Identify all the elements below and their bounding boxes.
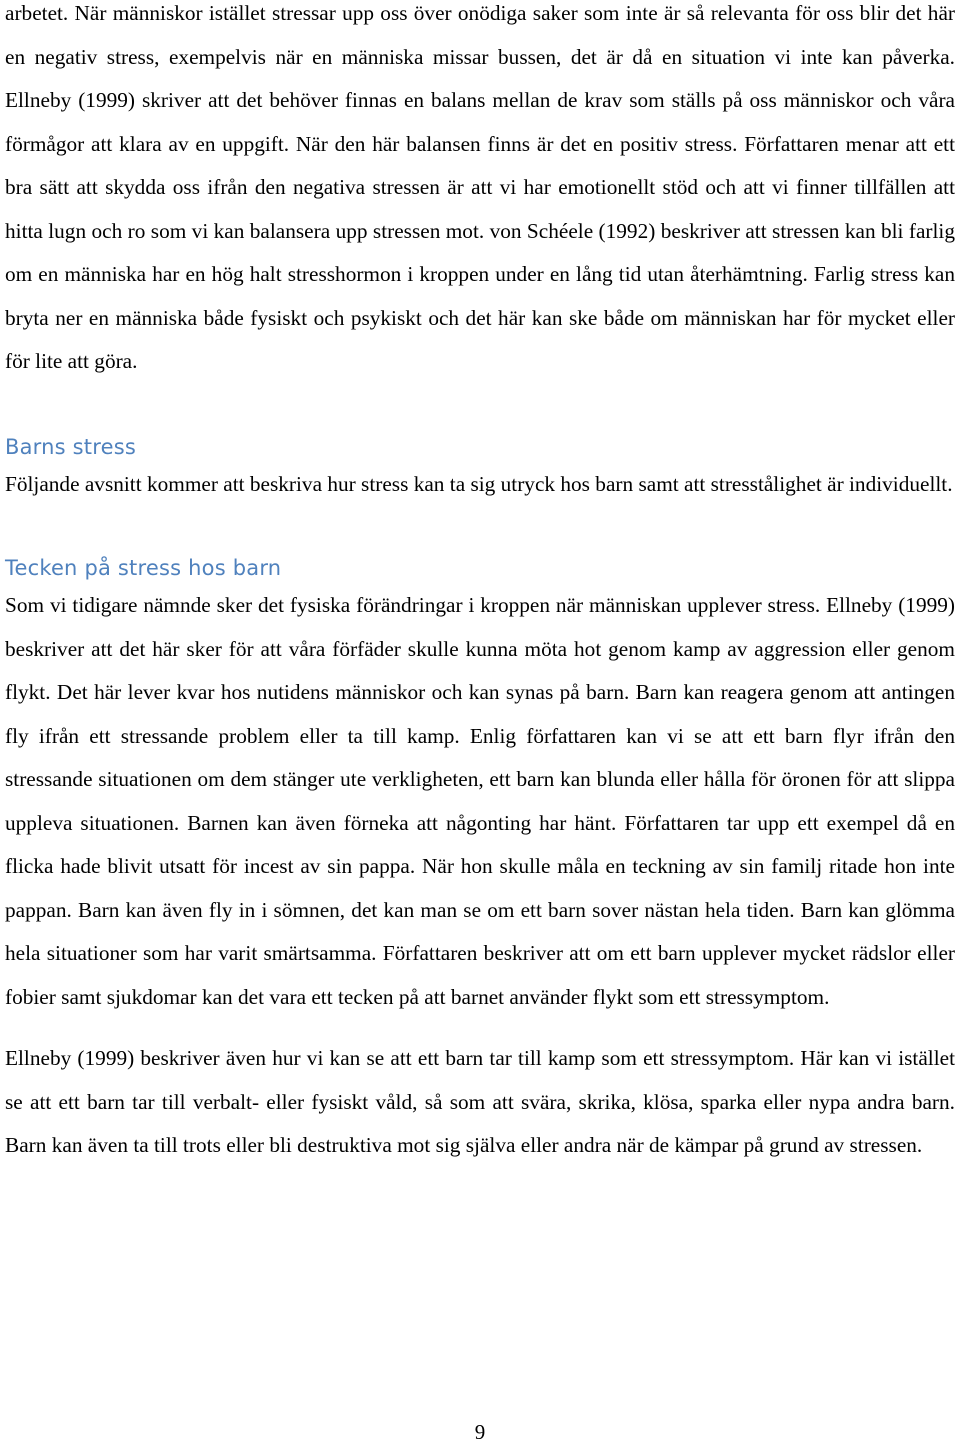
section-heading-tecken-pa-stress: Tecken på stress hos barn bbox=[5, 556, 282, 580]
body-paragraph-flight-response: Som vi tidigare nämnde sker det fysiska förändringar i kroppen när människan upplever stress. Ellneby (1999) beskriver att det här sker för att våra förfäder skulle kunna möta hot genom kamp av aggression eller genom flykt. Det här lever kvar hos nutidens människor och kan synas på barn. Barn kan reagera genom att antingen fly ifrån ett stressande problem eller ta till kamp. Enlig författaren kan vi se att ett barn flyr ifrån den stressande situationen om dem stänger ute verkligheten, ett barn kan blunda eller hålla för öronen för att slippa uppleva situationen. Barnen kan även förneka att någonting har hänt. Författaren tar upp ett exempel då en flicka hade blivit utsatt för incest av sin pappa. När hon skulle måla en teckning av sin familj ritade hon inte pappan. Barn kan även fly in i sömnen, det kan man se om ett barn sover nästan hela tiden. Barn kan glömma hela situationer som har varit smärtsamma. Författaren beskriver att om ett barn upplever mycket rädslor eller fobier samt sjukdomar kan det vara ett tecken på att barnet använder flykt som ett stressymptom. bbox=[5, 593, 955, 1009]
section-heading-barns-stress: Barns stress bbox=[5, 434, 137, 459]
document-page bbox=[5, 0, 955, 1168]
body-paragraph-stress-balance: arbetet. När människor istället stressar upp oss över onödiga saker som inte är så relevanta för oss blir det här en negativ stress, exempelvis när en människa missar bussen, det är då en situation vi inte kan påverka. Ellneby (1999) skriver att det behöver finnas en balans mellan de krav som ställs på oss människor och våra förmågor att klara av en uppgift. När den här balansen finns är det en positiv stress. Författaren menar att ett bra sätt att skydda oss ifrån den negativa stressen är att vi har emotionellt stöd och att vi finner tillfällen att hitta lugn och ro som vi kan balansera upp stressen mot. von Schéele (1992) beskriver att stressen kan bli farlig om en människa har en hög halt stresshormon i kroppen under en lång tid utan återhämtning. Farlig stress kan bryta ner en människa både fysiskt och psykiskt och det här kan ske både om människan har för mycket eller för lite att göra. bbox=[5, 1, 955, 373]
body-paragraph-section-intro: Följande avsnitt kommer att beskriva hur stress kan ta sig utryck hos barn samt att stresstålighet är individuellt. bbox=[5, 471, 953, 496]
page-number: 9 bbox=[474, 1420, 486, 1444]
body-paragraph-fight-response: Ellneby (1999) beskriver även hur vi kan se att ett barn tar till kamp som ett stressymptom. Här kan vi istället se att ett barn tar till verbalt- eller fysiskt våld, så som att svära, skrika, klösa, sparka eller nypa andra barn. Barn kan även ta till trots eller bli destruktiva mot sig själva eller andra när de kämpar på grund av stressen. bbox=[5, 1046, 955, 1157]
